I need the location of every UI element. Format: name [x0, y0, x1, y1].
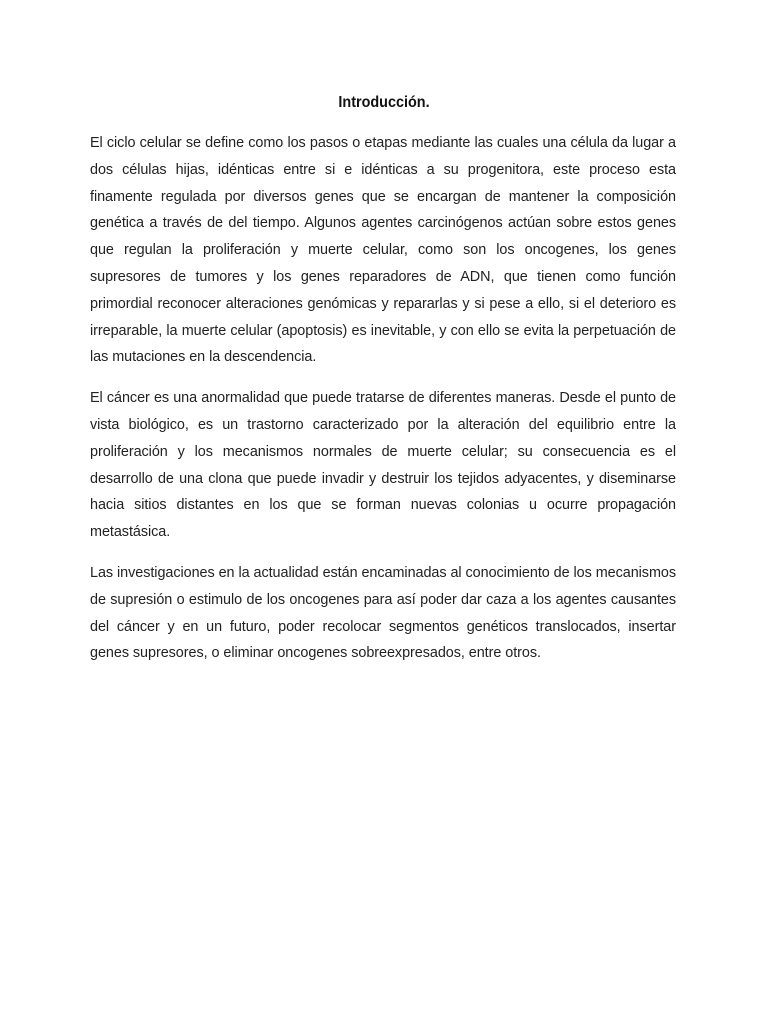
- paragraph-cancer: El cáncer es una anormalidad que puede tratarse de diferentes maneras. Desde el punto de vista biológico, es un trastorno caracterizado por la alteración del equilibrio entre la proliferación y los mecanismos normales de muerte celular; su consecuencia es el desarrollo de una clona que puede invadir y destruir los tejidos adyacentes, y diseminarse hacia sitios distantes en los que se forman nuevas colonias u ocurre propagación metastásica.: [90, 390, 676, 541]
- document-body: [90, 130, 676, 681]
- paragraph-cell-cycle: El ciclo celular se define como los pasos o etapas mediante las cuales una célula da lugar a dos células hijas, idénticas entre si e idénticas a su progenitora, este proceso esta finamente regulada por diversos genes que se encargan de mantener la composición genética a través de del tiempo. Algunos agentes carcinógenos actúan sobre estos genes que regulan la proliferación y muerte celular, como son los oncogenes, los genes supresores de tumores y los genes reparadores de ADN, que tienen como función primordial reconocer alteraciones genómicas y repararlas y si pese a ello, si el deterioro es irreparable, la muerte celular (apoptosis) es inevitable, y con ello se evita la perpetuación de las mutaciones en la descendencia.: [90, 135, 676, 366]
- document-title: Introducción.: [338, 94, 430, 111]
- paragraph-research: Las investigaciones en la actualidad están encaminadas al conocimiento de los mecanismos de supresión o estimulo de los oncogenes para así poder dar caza a los agentes causantes del cáncer y en un futuro, poder recolocar segmentos genéticos translocados, insertar genes supresores, o eliminar oncogenes sobreexpresados, entre otros.: [90, 564, 676, 662]
